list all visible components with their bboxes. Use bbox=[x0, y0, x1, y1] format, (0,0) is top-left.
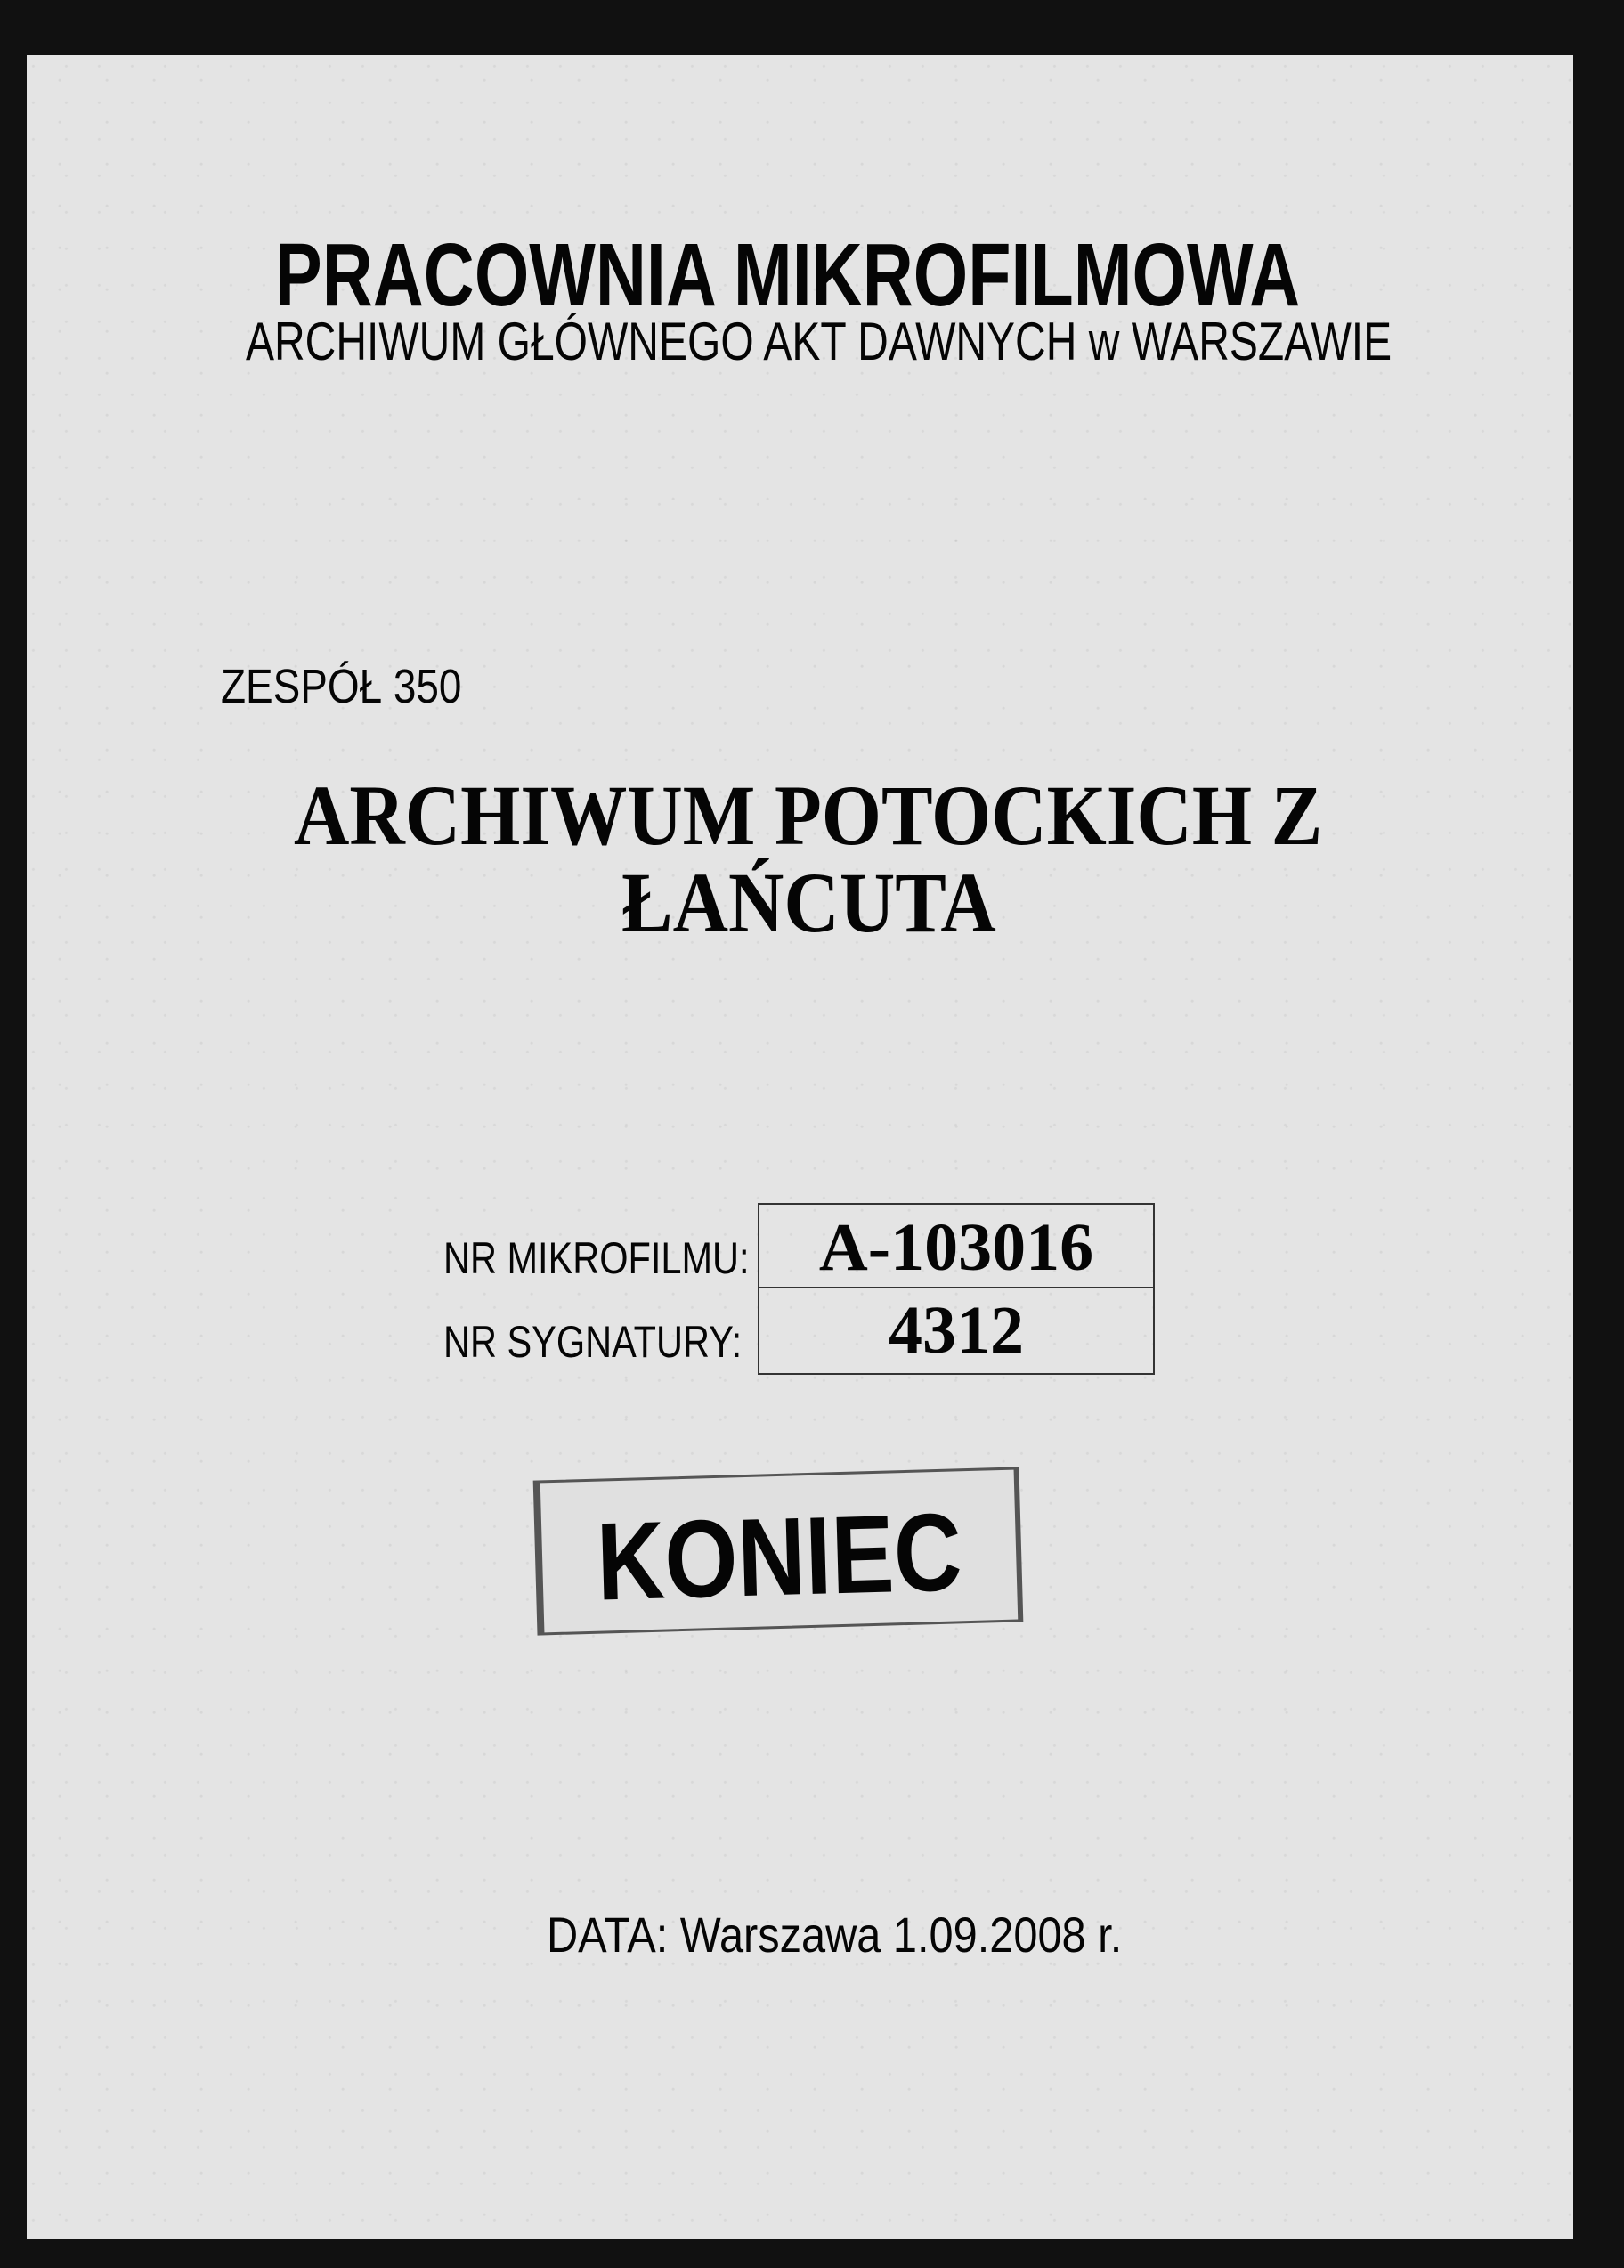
fond-name-line2: ŁAŃCUTA bbox=[621, 855, 996, 950]
fond-number: ZESPÓŁ 350 bbox=[221, 660, 462, 713]
box-divider bbox=[759, 1287, 1153, 1288]
end-stamp-text: KONIEC bbox=[595, 1491, 963, 1624]
document-page bbox=[27, 55, 1573, 2239]
signature-label: NR SYGNATURY: bbox=[443, 1317, 743, 1367]
date-line: DATA: Warszawa 1.09.2008 r. bbox=[547, 1906, 1123, 1963]
microfilm-label: NR MIKROFILMU: bbox=[443, 1233, 750, 1283]
institution-subtitle: ARCHIWUM GŁÓWNEGO AKT DAWNYCH w WARSZAWIE bbox=[246, 312, 1393, 371]
institution-title: PRACOWNIA MIKROFILMOWA bbox=[275, 225, 1301, 325]
end-stamp bbox=[533, 1467, 1024, 1635]
signature-number: 4312 bbox=[889, 1293, 1024, 1368]
microfilm-number: A-103016 bbox=[818, 1210, 1094, 1285]
fond-name-line1: ARCHIWUM POTOCKICH Z bbox=[294, 768, 1323, 863]
numbers-box bbox=[758, 1203, 1155, 1375]
